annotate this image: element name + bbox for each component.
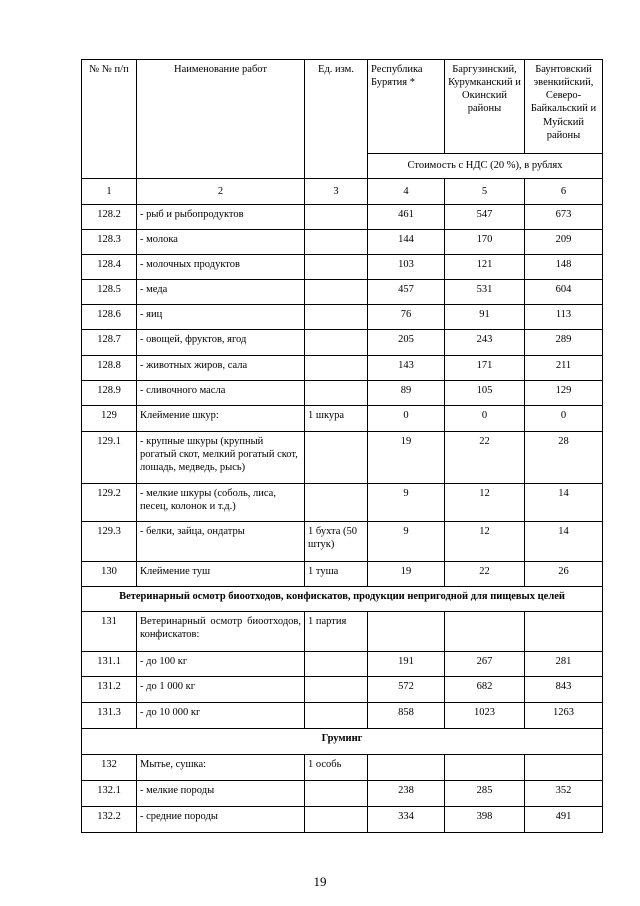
table-row	[82, 703, 603, 729]
row-unit	[305, 330, 368, 356]
row-price-buryatia: 572	[368, 677, 445, 703]
row-price-bauntov: 209	[525, 230, 603, 255]
row-number: 131.1	[82, 652, 137, 677]
row-work-name: - до 100 кг	[137, 652, 305, 677]
row-unit: 1 шкура	[305, 406, 368, 432]
colnum-1: 1	[82, 179, 137, 205]
row-price-barguzin: 171	[445, 356, 525, 381]
row-price-bauntov: 604	[525, 280, 603, 305]
row-unit	[305, 652, 368, 677]
row-price-buryatia: 103	[368, 255, 445, 280]
row-work-name: - мелкие шкуры (соболь, лиса, песец, колонок и т.д.)	[137, 484, 305, 522]
row-unit: 1 туша	[305, 562, 368, 587]
table-row	[82, 230, 603, 255]
row-price-barguzin	[445, 612, 525, 652]
colnum-2: 2	[137, 179, 305, 205]
colnum-3: 3	[305, 179, 368, 205]
row-price-bauntov: 352	[525, 781, 603, 807]
table-row	[82, 432, 603, 484]
row-number: 130	[82, 562, 137, 587]
row-work-name: - молока	[137, 230, 305, 255]
row-price-bauntov: 14	[525, 484, 603, 522]
row-unit	[305, 280, 368, 305]
row-price-bauntov: 0	[525, 406, 603, 432]
row-price-bauntov: 281	[525, 652, 603, 677]
row-number: 128.5	[82, 280, 137, 305]
row-number: 128.7	[82, 330, 137, 356]
row-number: 129	[82, 406, 137, 432]
row-number: 128.4	[82, 255, 137, 280]
row-price-barguzin: 105	[445, 381, 525, 406]
row-number: 131.3	[82, 703, 137, 729]
row-price-barguzin: 267	[445, 652, 525, 677]
row-work-name: - молочных продуктов	[137, 255, 305, 280]
row-unit	[305, 781, 368, 807]
row-work-name: - животных жиров, сала	[137, 356, 305, 381]
row-unit	[305, 677, 368, 703]
row-number: 132.1	[82, 781, 137, 807]
colnum-5: 5	[445, 179, 525, 205]
row-unit	[305, 807, 368, 833]
row-price-buryatia: 238	[368, 781, 445, 807]
colnum-6: 6	[525, 179, 603, 205]
table-row	[82, 381, 603, 406]
row-price-barguzin: 0	[445, 406, 525, 432]
row-unit	[305, 205, 368, 230]
table-row	[82, 305, 603, 330]
header-row	[82, 60, 603, 154]
table-row	[82, 280, 603, 305]
row-unit	[305, 356, 368, 381]
row-price-buryatia: 205	[368, 330, 445, 356]
table-row	[82, 755, 603, 781]
row-price-barguzin: 1023	[445, 703, 525, 729]
row-price-barguzin: 285	[445, 781, 525, 807]
row-number: 129.2	[82, 484, 137, 522]
row-unit	[305, 432, 368, 484]
row-number: 129.1	[82, 432, 137, 484]
row-unit: 1 особь	[305, 755, 368, 781]
row-number: 128.2	[82, 205, 137, 230]
row-unit	[305, 703, 368, 729]
row-price-buryatia: 9	[368, 484, 445, 522]
row-work-name: - мелкие породы	[137, 781, 305, 807]
row-number: 132	[82, 755, 137, 781]
row-number: 132.2	[82, 807, 137, 833]
row-number: 128.6	[82, 305, 137, 330]
table-row	[82, 652, 603, 677]
row-price-barguzin: 682	[445, 677, 525, 703]
header-num: № № п/п	[82, 60, 137, 179]
row-price-barguzin: 91	[445, 305, 525, 330]
row-price-bauntov	[525, 612, 603, 652]
row-price-bauntov	[525, 755, 603, 781]
row-work-name: - яиц	[137, 305, 305, 330]
row-price-barguzin: 547	[445, 205, 525, 230]
row-work-name: - до 10 000 кг	[137, 703, 305, 729]
table-row	[82, 562, 603, 587]
row-price-buryatia: 461	[368, 205, 445, 230]
row-price-buryatia	[368, 612, 445, 652]
column-numbers-row	[82, 179, 603, 205]
row-work-name: Мытье, сушка:	[137, 755, 305, 781]
row-price-bauntov: 129	[525, 381, 603, 406]
row-price-buryatia: 334	[368, 807, 445, 833]
row-price-barguzin: 12	[445, 484, 525, 522]
header-region-3: Баунтовский эвенкийский, Северо-Байкальский и Муйский районы	[525, 60, 603, 154]
row-price-bauntov: 673	[525, 205, 603, 230]
header-region-1: Республика Бурятия *	[368, 60, 445, 154]
row-work-name: - средние породы	[137, 807, 305, 833]
header-cost: Стоимость с НДС (20 %), в рублях	[368, 154, 603, 179]
section-title: Груминг	[82, 729, 603, 755]
row-work-name: Клеймение туш	[137, 562, 305, 587]
row-work-name: - овощей, фруктов, ягод	[137, 330, 305, 356]
row-work-name: - белки, зайца, ондатры	[137, 522, 305, 562]
table-row	[82, 406, 603, 432]
section-title: Ветеринарный осмотр биоотходов, конфискатов, продукции непригодной для пищевых целей	[82, 587, 603, 612]
row-price-buryatia: 858	[368, 703, 445, 729]
row-price-barguzin	[445, 755, 525, 781]
row-number: 128.8	[82, 356, 137, 381]
row-price-bauntov: 1263	[525, 703, 603, 729]
row-work-name: Ветеринарный осмотр биоотходов, конфискатов:	[137, 612, 305, 652]
table-row	[82, 356, 603, 381]
row-number: 129.3	[82, 522, 137, 562]
table-row	[82, 484, 603, 522]
table-row	[82, 781, 603, 807]
row-price-bauntov: 113	[525, 305, 603, 330]
row-price-buryatia	[368, 755, 445, 781]
row-price-barguzin: 170	[445, 230, 525, 255]
row-work-name: - сливочного масла	[137, 381, 305, 406]
row-work-name: Клеймение шкур:	[137, 406, 305, 432]
row-price-barguzin: 22	[445, 562, 525, 587]
row-price-buryatia: 89	[368, 381, 445, 406]
row-price-buryatia: 143	[368, 356, 445, 381]
section-header-row	[82, 729, 603, 755]
row-unit	[305, 484, 368, 522]
row-work-name: - рыб и рыбопродуктов	[137, 205, 305, 230]
row-work-name: - крупные шкуры (крупный рогатый скот, мелкий рогатый скот, лошадь, медведь, рысь)	[137, 432, 305, 484]
row-unit	[305, 305, 368, 330]
header-name: Наименование работ	[137, 60, 305, 179]
row-unit	[305, 230, 368, 255]
row-price-bauntov: 491	[525, 807, 603, 833]
table-row	[82, 330, 603, 356]
row-price-bauntov: 14	[525, 522, 603, 562]
row-number: 128.3	[82, 230, 137, 255]
row-price-buryatia: 144	[368, 230, 445, 255]
row-price-buryatia: 19	[368, 562, 445, 587]
row-price-buryatia: 457	[368, 280, 445, 305]
table-row	[82, 205, 603, 230]
row-price-bauntov: 26	[525, 562, 603, 587]
colnum-4: 4	[368, 179, 445, 205]
table-row	[82, 807, 603, 833]
table-row	[82, 612, 603, 652]
row-price-bauntov: 211	[525, 356, 603, 381]
row-unit	[305, 255, 368, 280]
table-row	[82, 255, 603, 280]
row-number: 131	[82, 612, 137, 652]
row-price-barguzin: 22	[445, 432, 525, 484]
table-row	[82, 677, 603, 703]
row-unit: 1 бухта (50 штук)	[305, 522, 368, 562]
row-price-buryatia: 191	[368, 652, 445, 677]
row-unit: 1 партия	[305, 612, 368, 652]
row-price-barguzin: 531	[445, 280, 525, 305]
row-work-name: - меда	[137, 280, 305, 305]
row-number: 131.2	[82, 677, 137, 703]
row-unit	[305, 381, 368, 406]
row-price-bauntov: 148	[525, 255, 603, 280]
section-header-row	[82, 587, 603, 612]
row-price-bauntov: 289	[525, 330, 603, 356]
row-price-buryatia: 19	[368, 432, 445, 484]
row-number: 128.9	[82, 381, 137, 406]
row-work-name: - до 1 000 кг	[137, 677, 305, 703]
header-region-2: Баргузинский, Курумканский и Окинский районы	[445, 60, 525, 154]
page-number: 19	[313, 874, 327, 889]
row-price-bauntov: 28	[525, 432, 603, 484]
row-price-buryatia: 9	[368, 522, 445, 562]
row-price-barguzin: 398	[445, 807, 525, 833]
header-unit: Ед. изм.	[305, 60, 368, 179]
row-price-barguzin: 121	[445, 255, 525, 280]
row-price-buryatia: 76	[368, 305, 445, 330]
row-price-barguzin: 243	[445, 330, 525, 356]
price-table	[81, 59, 603, 833]
table-row	[82, 522, 603, 562]
row-price-barguzin: 12	[445, 522, 525, 562]
row-price-buryatia: 0	[368, 406, 445, 432]
row-price-bauntov: 843	[525, 677, 603, 703]
